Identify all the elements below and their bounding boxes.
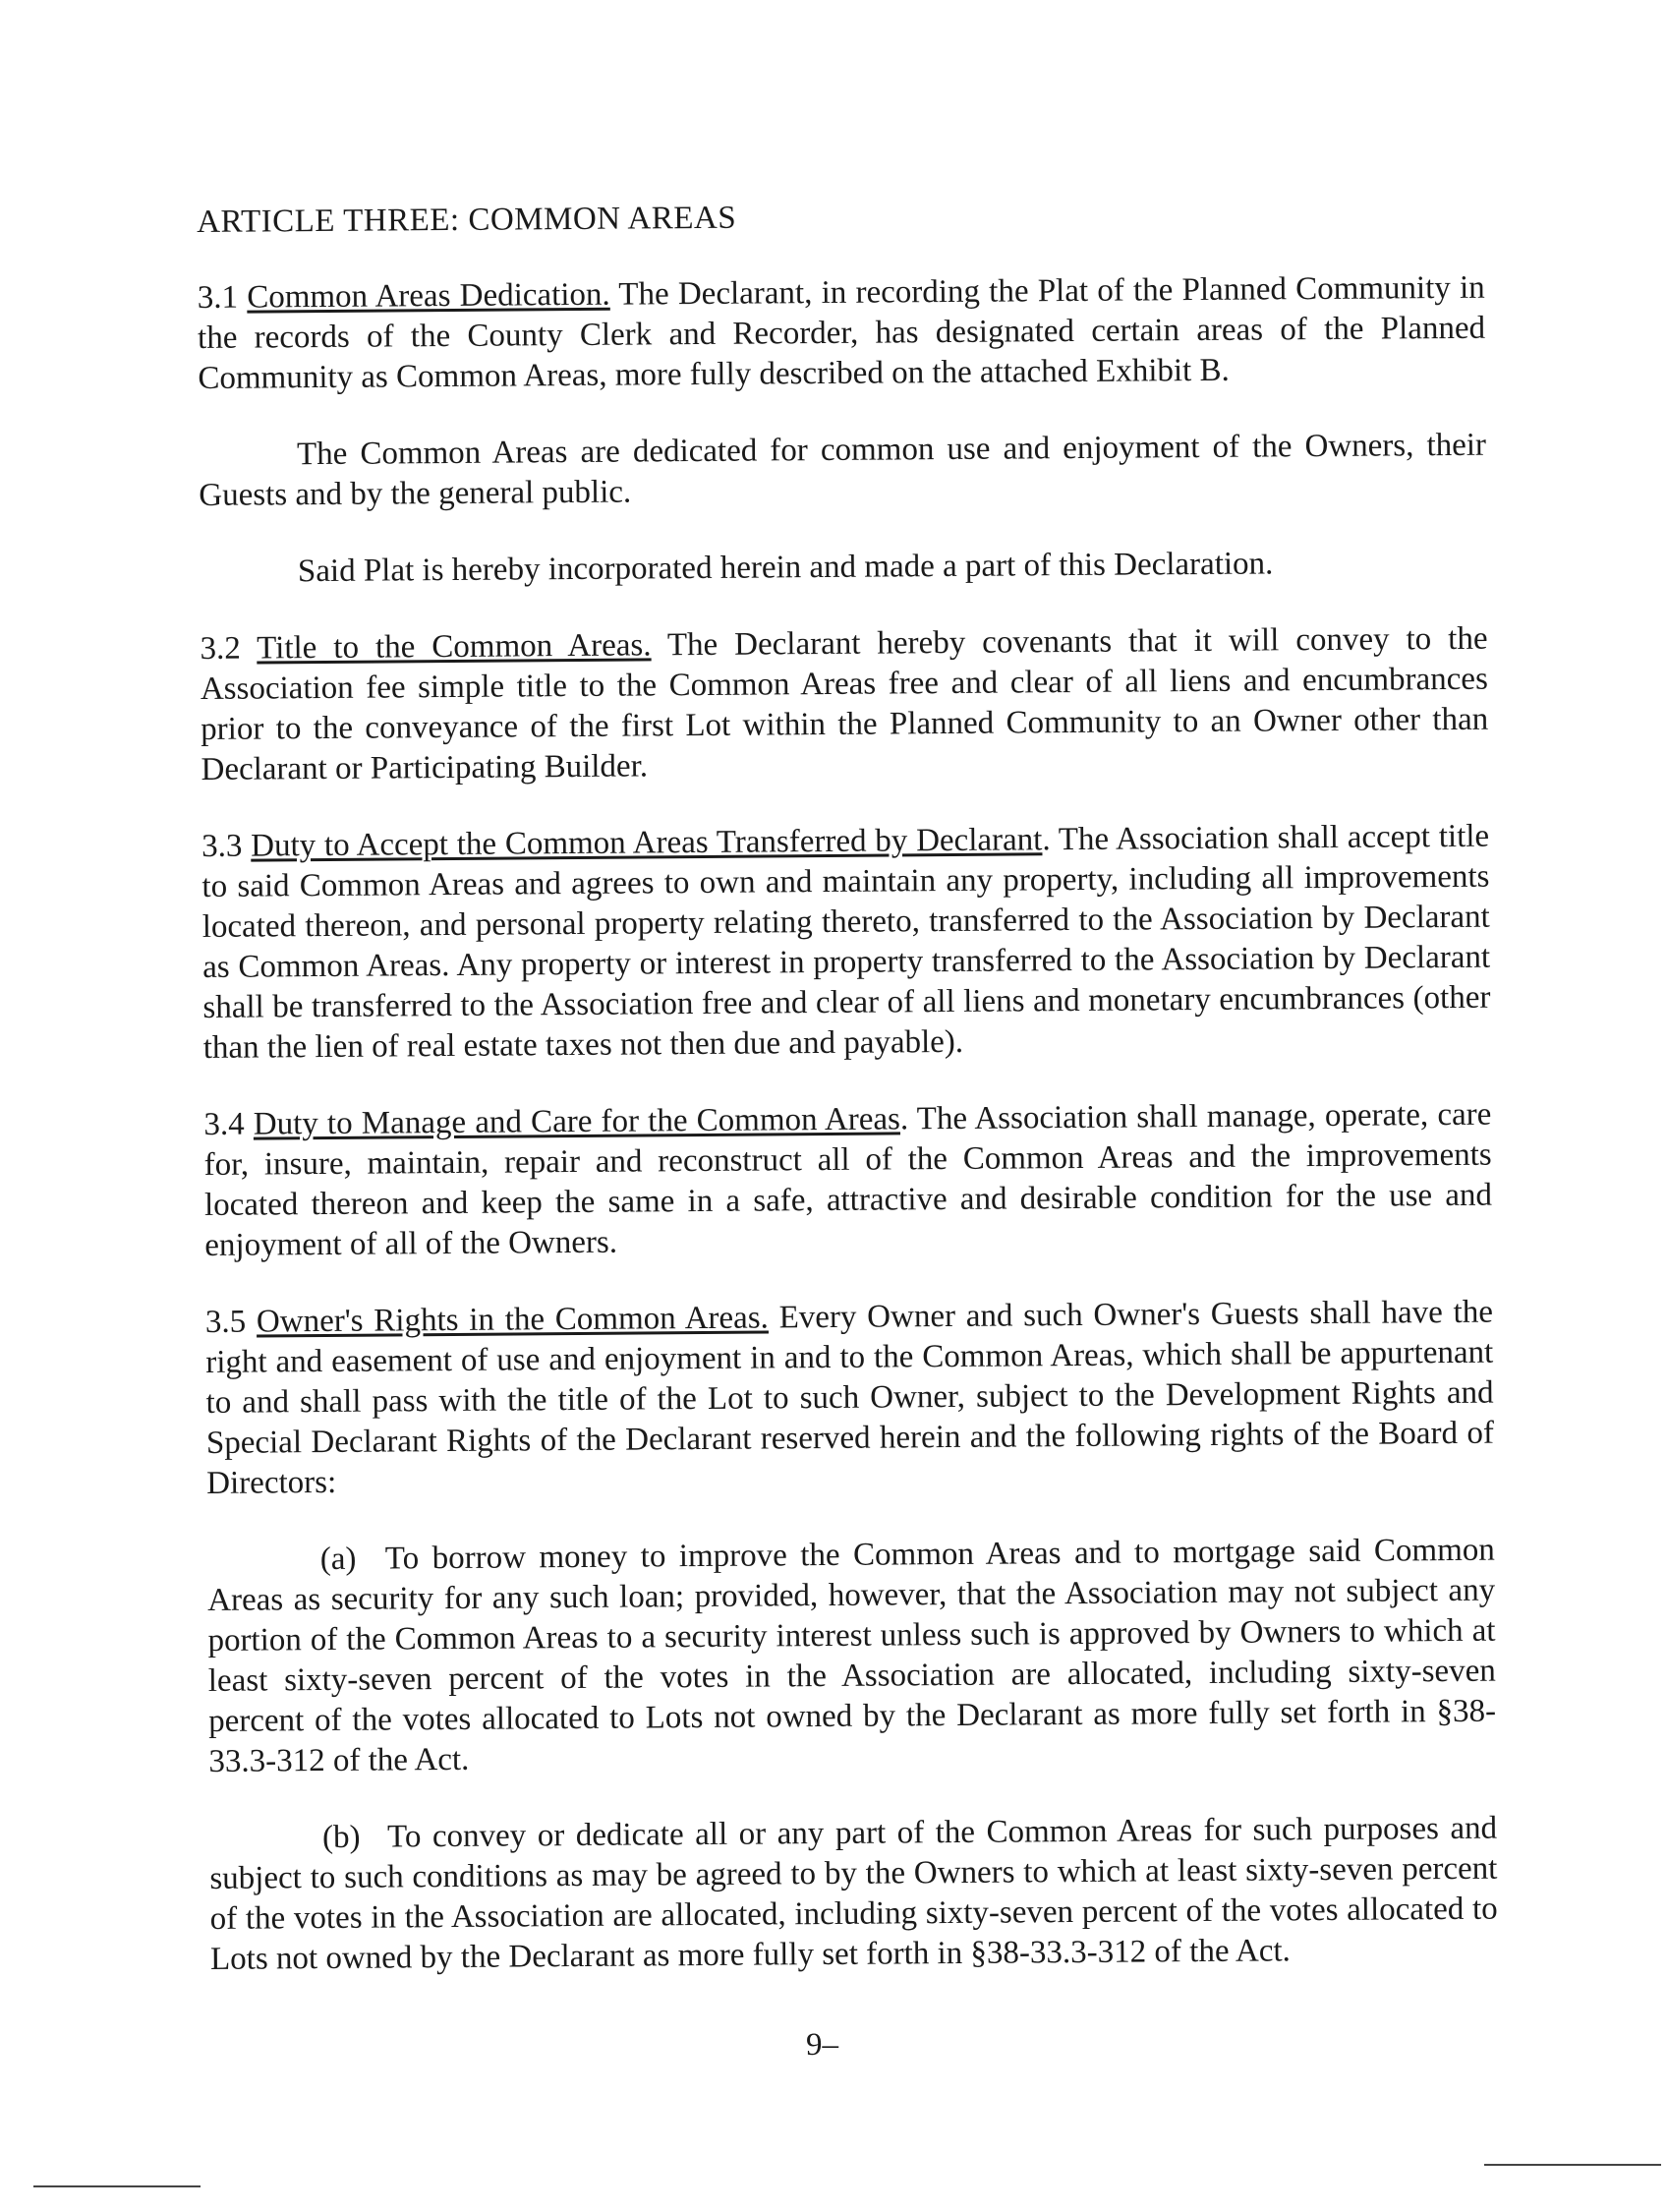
- document-body: [197, 193, 1498, 2016]
- section-body: . The Association shall manage, operate, care for, insure, maintain, repair and reconstruct all of the Common Areas and the improvements located thereon and keep the same in a safe, attractive and desirable condition for the use and enjoyment of all of the Owners.: [203, 1096, 1493, 1263]
- subitem-text: To borrow money to improve the Common Areas and to mortgage said Common Areas as security for any such loan; provided, however, that the Association may not subject any portion of the Common Areas to a security interest unless such is approved by Owners to which at least sixty-seven percent of the votes in the Association are allocated, including sixty-seven percent of the votes allocated to Lots not owned by the Declarant as more fully set forth in §38-33.3-312 of the Act.: [207, 1532, 1497, 1779]
- page-number: 9–: [806, 2027, 838, 2063]
- section-body: The Declarant, in recording the Plat of the Planned Community in the records of the County Clerk and Recorder, has designated certain areas of the Planned Community as Common Areas, more fully described on the attached Exhibit B.: [197, 269, 1486, 396]
- section-number: 3.1: [197, 279, 239, 316]
- section-title: Duty to Manage and Care for the Common Areas: [253, 1101, 901, 1142]
- section-3-2: [200, 619, 1488, 790]
- section-title: Duty to Accept the Common Areas Transferred by Declarant: [251, 822, 1043, 864]
- section-body: The Declarant hereby covenants that it will convey to the Association fee simple title to the Common Areas free and clear of all liens and encumbrances prior to the conveyance of the first Lot within the Planned Community to an Owner other than Declarant or Participating Builder.: [200, 620, 1489, 787]
- section-3-1: [198, 268, 1486, 399]
- section-number: 3.5: [204, 1304, 247, 1340]
- subitem-label: (b): [321, 1819, 361, 1856]
- paragraph-common-use: The Common Areas are dedicated for common use and enjoyment of the Owners, their Guests and by the general public.: [199, 427, 1487, 513]
- footer-rule-left: [33, 2185, 201, 2187]
- section-title: Title to the Common Areas.: [257, 627, 652, 667]
- section-3-5: [205, 1293, 1495, 1504]
- section-number: 3.4: [203, 1106, 245, 1142]
- subitem-a: [207, 1531, 1497, 1782]
- article-heading: ARTICLE THREE: COMMON AREAS: [197, 200, 737, 240]
- section-body: Every Owner and such Owner's Guests shall have the right and easement of use and enjoyment in and to the Common Areas, which shall be appurtenant to and shall pass with the title of the Lot to such Owner, subject to the Development Rights and Special Declarant Rights of the Declarant reserved herein and the following rights of the Board of Directors:: [205, 1294, 1495, 1501]
- paragraph-plat-incorporated: Said Plat is hereby incorporated herein and made a part of this Declaration.: [297, 546, 1274, 590]
- subitem-text: To convey or dedicate all or any part of the Common Areas for such purposes and subject to such conditions as may be agreed to by the Owners to which at least sixty-seven percent of the votes in the Association are allocated, including sixty-seven percent of the votes allocated to Lots not owned by the Declarant as more fully set forth in §38-33.3-312 of the Act.: [209, 1810, 1498, 1977]
- section-number: 3.3: [201, 828, 243, 864]
- section-title: Owner's Rights in the Common Areas.: [256, 1300, 769, 1340]
- subitem-b: [209, 1809, 1498, 1980]
- section-title: Common Areas Dedication.: [247, 276, 610, 316]
- section-3-3: [201, 817, 1491, 1069]
- footer-rule-right: [1484, 2164, 1661, 2166]
- section-body: . The Association shall accept title to said Common Areas and agrees to own and maintain any property, including all improvements located thereon, and personal property relating thereto, transferred to the Association by Declarant as Common Areas. Any property or interest in property transferred to the Association by Declarant shall be transferred to the Association free and clear of all liens and monetary encumbrances (other than the lien of real estate taxes not then due and payable).: [201, 818, 1491, 1066]
- subitem-label: (a): [319, 1541, 357, 1578]
- section-3-4: [203, 1095, 1492, 1266]
- section-number: 3.2: [200, 630, 241, 667]
